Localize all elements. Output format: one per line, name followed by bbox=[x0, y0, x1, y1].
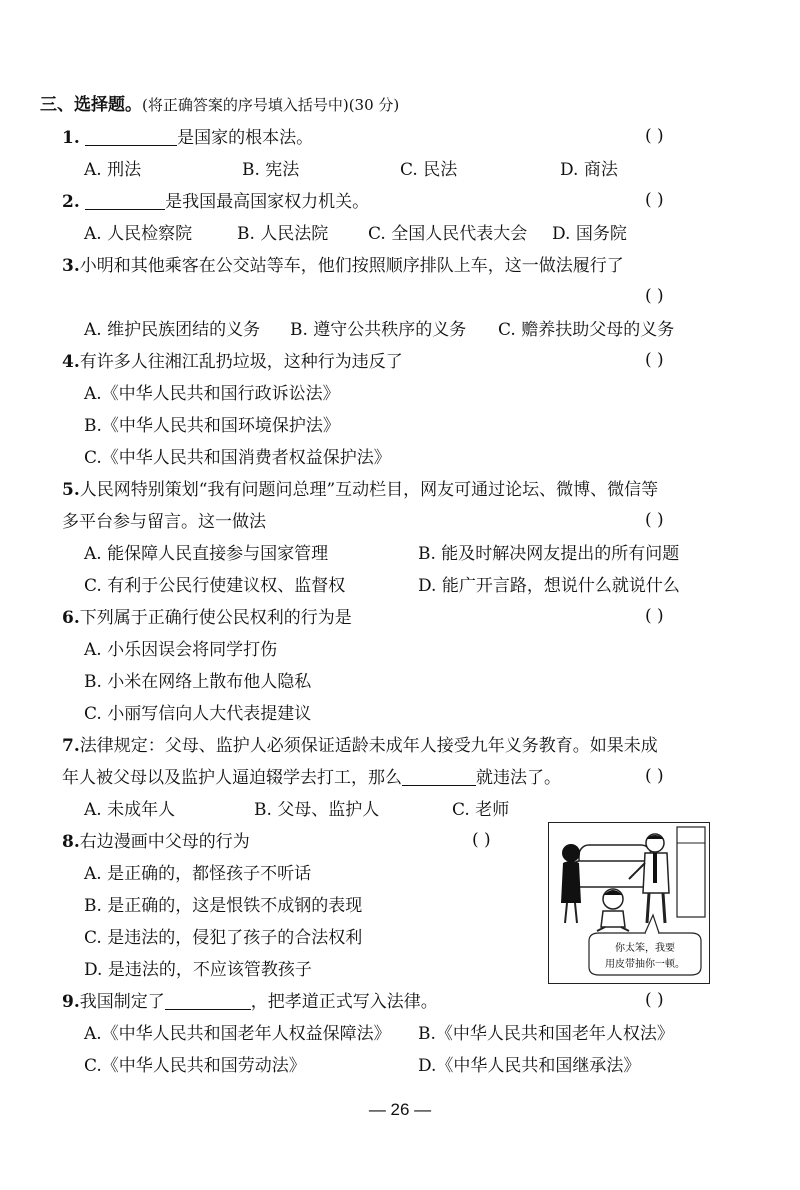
option-a: A. 维护民族团结的义务 bbox=[84, 320, 261, 340]
question-number: 6. bbox=[62, 608, 80, 628]
question-text: 有许多人往湘江乱扔垃圾，这种行为违反了 bbox=[79, 352, 403, 372]
option-d: D. 商法 bbox=[560, 160, 618, 180]
answer-parentheses[interactable]: ( ) bbox=[645, 606, 664, 626]
option-b: B. 遵守公共秩序的义务 bbox=[290, 320, 467, 340]
question-number: 7. bbox=[62, 736, 80, 756]
option-a: A. 人民检察院 bbox=[84, 224, 193, 244]
question-number: 5. bbox=[62, 480, 80, 500]
option-c: C. 全国人民代表大会 bbox=[368, 224, 528, 244]
answer-parentheses[interactable]: ( ) bbox=[645, 766, 664, 786]
option-a: A.《中华人民共和国行政诉讼法》 bbox=[84, 384, 340, 404]
question-5-line-2: 多平台参与留言。这一做法 bbox=[62, 512, 266, 532]
section-instructions: (将正确答案的序号填入括号中)(30 分) bbox=[142, 96, 400, 114]
answer-parentheses[interactable]: ( ) bbox=[472, 830, 491, 850]
question-text: ，把孝道正式写入法律。 bbox=[250, 992, 438, 1012]
answer-parentheses[interactable]: ( ) bbox=[645, 350, 664, 370]
answer-parentheses[interactable]: ( ) bbox=[645, 510, 664, 530]
question-5 bbox=[62, 478, 658, 502]
answer-blank[interactable] bbox=[85, 191, 165, 210]
option-b: B. 小米在网络上散布他人隐私 bbox=[84, 672, 312, 692]
question-7 bbox=[62, 734, 658, 758]
option-c: C. 民法 bbox=[400, 160, 458, 180]
question-text: 右边漫画中父母的行为 bbox=[79, 832, 250, 852]
question-number: 2. bbox=[62, 192, 80, 212]
option-b: B.《中华人民共和国老年人权法》 bbox=[418, 1024, 674, 1044]
question-9 bbox=[62, 990, 438, 1014]
question-8 bbox=[62, 830, 250, 854]
question-text: 下列属于正确行使公民权利的行为是 bbox=[79, 608, 352, 628]
option-d: D. 国务院 bbox=[552, 224, 627, 244]
answer-blank[interactable] bbox=[402, 767, 476, 786]
option-b: B. 是正确的，这是恨铁不成钢的表现 bbox=[84, 896, 363, 916]
question-text: 法律规定：父母、监护人必须保证适龄未成年人接受九年义务教育。如果未成 bbox=[79, 736, 658, 756]
question-text: 就违法了。 bbox=[476, 768, 561, 788]
question-number: 4. bbox=[62, 352, 80, 372]
question-number: 8. bbox=[62, 832, 80, 852]
question-text: 小明和其他乘客在公交站等车，他们按照顺序排队上车，这一做法履行了 bbox=[79, 256, 624, 276]
section-title bbox=[40, 90, 399, 115]
option-a: A. 是正确的，都怪孩子不听话 bbox=[84, 864, 312, 884]
question-text: 人民网特别策划“我有问题问总理”互动栏目，网友可通过论坛、微博、微信等 bbox=[79, 480, 659, 500]
question-text: 是我国最高国家权力机关。 bbox=[165, 192, 370, 212]
answer-parentheses[interactable]: ( ) bbox=[645, 190, 664, 210]
answer-parentheses[interactable]: ( ) bbox=[645, 286, 664, 306]
section-heading: 三、选择题。 bbox=[40, 95, 142, 115]
option-b: B.《中华人民共和国环境保护法》 bbox=[84, 416, 340, 436]
option-c: C.《中华人民共和国消费者权益保护法》 bbox=[84, 448, 391, 468]
question-7-line-2 bbox=[62, 766, 561, 790]
option-d: D. 能广开言路，想说什么就说什么 bbox=[418, 576, 680, 596]
option-c: C.《中华人民共和国劳动法》 bbox=[84, 1056, 306, 1076]
option-c: C. 是违法的，侵犯了孩子的合法权利 bbox=[84, 928, 363, 948]
answer-blank[interactable] bbox=[165, 991, 251, 1010]
option-b: B. 宪法 bbox=[242, 160, 300, 180]
cartoon-illustration bbox=[548, 822, 710, 984]
option-d: D. 是违法的，不应该管教孩子 bbox=[84, 960, 312, 980]
page-number: — 26 — bbox=[368, 1100, 432, 1119]
speech-bubble-line-1: 你太笨，我要 bbox=[615, 943, 675, 954]
speech-bubble-line-2: 用皮带抽你一顿。 bbox=[605, 959, 685, 970]
question-4 bbox=[62, 350, 403, 374]
option-b: B. 能及时解决网友提出的所有问题 bbox=[418, 544, 680, 564]
option-c: C. 小丽写信向人大代表提建议 bbox=[84, 704, 312, 724]
question-1 bbox=[62, 126, 313, 150]
option-c: C. 有利于公民行使建议权、监督权 bbox=[84, 576, 346, 596]
option-a: A.《中华人民共和国老年人权益保障法》 bbox=[84, 1024, 391, 1044]
option-a: A. 小乐因误会将同学打伤 bbox=[84, 640, 278, 660]
question-2 bbox=[62, 190, 369, 214]
option-c: C. 赡养扶助父母的义务 bbox=[498, 320, 675, 340]
option-b: B. 人民法院 bbox=[237, 224, 329, 244]
option-a: A. 能保障人民直接参与国家管理 bbox=[84, 544, 329, 564]
question-text: 是国家的根本法。 bbox=[177, 128, 314, 148]
question-3 bbox=[62, 254, 624, 278]
question-number: 3. bbox=[62, 256, 80, 276]
question-number: 9. bbox=[62, 992, 80, 1012]
option-c: C. 老师 bbox=[452, 800, 510, 820]
option-a: A. 刑法 bbox=[84, 160, 142, 180]
question-text: 年人被父母以及监护人逼迫辍学去打工，那么 bbox=[62, 768, 402, 788]
question-text: 我国制定了 bbox=[79, 992, 165, 1012]
question-6 bbox=[62, 606, 352, 630]
option-a: A. 未成年人 bbox=[84, 800, 176, 820]
answer-parentheses[interactable]: ( ) bbox=[645, 990, 664, 1010]
answer-blank[interactable] bbox=[85, 127, 177, 146]
option-d: D.《中华人民共和国继承法》 bbox=[418, 1056, 641, 1076]
question-number: 1. bbox=[62, 128, 80, 148]
option-b: B. 父母、监护人 bbox=[254, 800, 380, 820]
cartoon-drawing bbox=[549, 823, 709, 983]
answer-parentheses[interactable]: ( ) bbox=[645, 126, 664, 146]
